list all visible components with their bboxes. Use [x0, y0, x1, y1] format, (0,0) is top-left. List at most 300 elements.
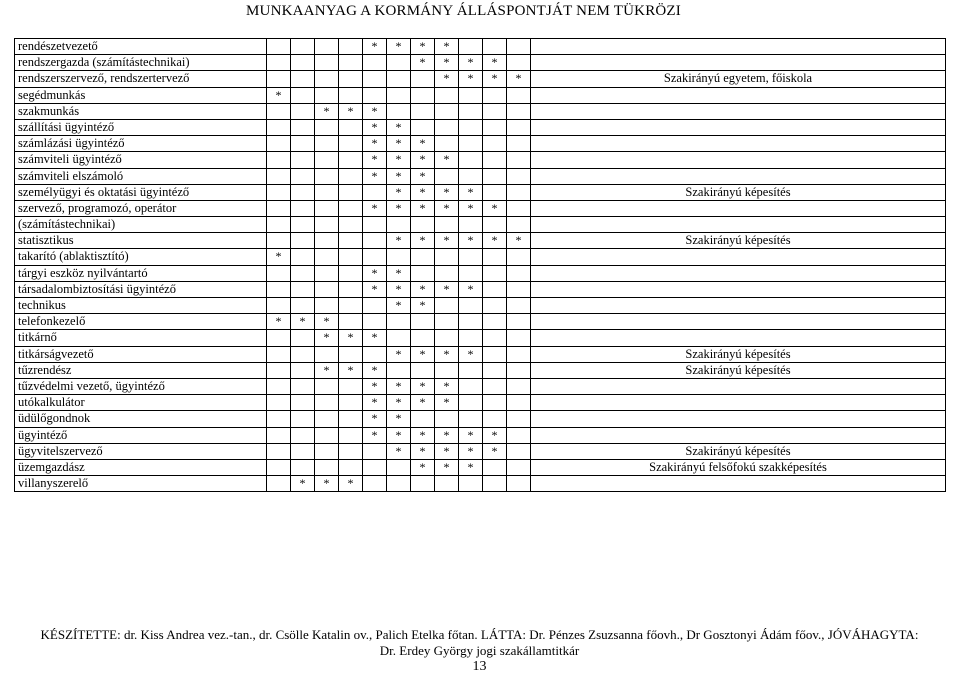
- level-cell-3: *: [315, 103, 339, 119]
- level-cell-11: [507, 119, 531, 135]
- job-table-body: [15, 39, 946, 492]
- level-cell-5: [363, 217, 387, 233]
- level-cell-10: [483, 217, 507, 233]
- level-cell-8: *: [435, 200, 459, 216]
- level-cell-2: [291, 281, 315, 297]
- level-cell-1: [267, 265, 291, 281]
- qualification-note: Szakirányú képesítés: [531, 443, 946, 459]
- level-cell-9: [459, 314, 483, 330]
- level-cell-4: [339, 298, 363, 314]
- level-cell-1: *: [267, 249, 291, 265]
- level-cell-3: [315, 249, 339, 265]
- table-row: [15, 217, 946, 233]
- level-cell-5: [363, 459, 387, 475]
- level-cell-9: [459, 103, 483, 119]
- level-cell-8: [435, 476, 459, 492]
- table-row: [15, 281, 946, 297]
- level-cell-2: [291, 119, 315, 135]
- qualification-note: Szakirányú képesítés: [531, 346, 946, 362]
- level-cell-1: [267, 378, 291, 394]
- level-cell-5: *: [363, 136, 387, 152]
- table-row: [15, 459, 946, 475]
- level-cell-7: [411, 87, 435, 103]
- qualification-note: Szakirányú egyetem, főiskola: [531, 71, 946, 87]
- level-cell-9: *: [459, 427, 483, 443]
- level-cell-9: [459, 249, 483, 265]
- job-title: rendszergazda (számítástechnikai): [15, 55, 267, 71]
- level-cell-7: [411, 330, 435, 346]
- level-cell-7: *: [411, 459, 435, 475]
- level-cell-7: *: [411, 298, 435, 314]
- level-cell-2: [291, 298, 315, 314]
- job-title: takarító (ablaktisztító): [15, 249, 267, 265]
- job-title: ügyintéző: [15, 427, 267, 443]
- level-cell-10: [483, 87, 507, 103]
- job-title: tűzrendész: [15, 362, 267, 378]
- level-cell-8: [435, 103, 459, 119]
- job-title: titkárságvezető: [15, 346, 267, 362]
- level-cell-7: [411, 265, 435, 281]
- level-cell-6: *: [387, 411, 411, 427]
- job-title: társadalombiztosítási ügyintéző: [15, 281, 267, 297]
- level-cell-1: [267, 136, 291, 152]
- level-cell-10: *: [483, 443, 507, 459]
- level-cell-5: *: [363, 39, 387, 55]
- level-cell-9: [459, 168, 483, 184]
- level-cell-6: *: [387, 443, 411, 459]
- level-cell-4: [339, 378, 363, 394]
- table-row: [15, 136, 946, 152]
- level-cell-3: [315, 200, 339, 216]
- job-title: szakmunkás: [15, 103, 267, 119]
- level-cell-3: *: [315, 362, 339, 378]
- level-cell-11: [507, 103, 531, 119]
- level-cell-1: [267, 217, 291, 233]
- level-cell-9: [459, 298, 483, 314]
- level-cell-6: [387, 249, 411, 265]
- level-cell-8: *: [435, 427, 459, 443]
- level-cell-9: *: [459, 200, 483, 216]
- level-cell-7: *: [411, 55, 435, 71]
- qualification-note: [531, 427, 946, 443]
- level-cell-1: *: [267, 314, 291, 330]
- qualification-note: [531, 298, 946, 314]
- qualification-note: Szakirányú képesítés: [531, 233, 946, 249]
- table-row: [15, 427, 946, 443]
- level-cell-7: [411, 476, 435, 492]
- table-row: [15, 395, 946, 411]
- level-cell-7: [411, 314, 435, 330]
- level-cell-6: [387, 314, 411, 330]
- level-cell-7: [411, 71, 435, 87]
- level-cell-5: [363, 249, 387, 265]
- level-cell-10: [483, 39, 507, 55]
- level-cell-10: [483, 136, 507, 152]
- level-cell-4: [339, 427, 363, 443]
- level-cell-5: [363, 314, 387, 330]
- level-cell-2: [291, 87, 315, 103]
- level-cell-3: [315, 298, 339, 314]
- level-cell-11: [507, 249, 531, 265]
- level-cell-8: [435, 119, 459, 135]
- level-cell-5: *: [363, 330, 387, 346]
- table-row: [15, 200, 946, 216]
- level-cell-5: [363, 184, 387, 200]
- level-cell-4: [339, 39, 363, 55]
- level-cell-2: [291, 265, 315, 281]
- level-cell-8: *: [435, 395, 459, 411]
- level-cell-10: [483, 395, 507, 411]
- table-row: [15, 314, 946, 330]
- level-cell-7: [411, 217, 435, 233]
- qualification-note: [531, 136, 946, 152]
- level-cell-3: [315, 378, 339, 394]
- table-row: [15, 346, 946, 362]
- level-cell-8: [435, 217, 459, 233]
- level-cell-4: *: [339, 362, 363, 378]
- job-title: telefonkezelő: [15, 314, 267, 330]
- level-cell-10: *: [483, 200, 507, 216]
- qualification-note: [531, 265, 946, 281]
- level-cell-1: [267, 330, 291, 346]
- level-cell-1: [267, 55, 291, 71]
- level-cell-6: *: [387, 427, 411, 443]
- level-cell-3: [315, 459, 339, 475]
- level-cell-11: [507, 298, 531, 314]
- level-cell-9: [459, 119, 483, 135]
- level-cell-11: [507, 265, 531, 281]
- level-cell-6: *: [387, 184, 411, 200]
- level-cell-2: [291, 427, 315, 443]
- level-cell-2: [291, 249, 315, 265]
- level-cell-11: [507, 476, 531, 492]
- level-cell-11: [507, 362, 531, 378]
- table-row: [15, 103, 946, 119]
- qualification-note: [531, 168, 946, 184]
- level-cell-10: [483, 459, 507, 475]
- qualification-note: [531, 378, 946, 394]
- level-cell-3: [315, 346, 339, 362]
- level-cell-2: [291, 200, 315, 216]
- level-cell-9: [459, 136, 483, 152]
- level-cell-3: [315, 427, 339, 443]
- level-cell-10: [483, 103, 507, 119]
- level-cell-8: *: [435, 443, 459, 459]
- level-cell-10: *: [483, 427, 507, 443]
- level-cell-7: *: [411, 200, 435, 216]
- level-cell-4: [339, 314, 363, 330]
- level-cell-8: *: [435, 346, 459, 362]
- level-cell-2: [291, 411, 315, 427]
- level-cell-2: [291, 168, 315, 184]
- job-title: titkárnő: [15, 330, 267, 346]
- level-cell-11: [507, 217, 531, 233]
- level-cell-5: [363, 233, 387, 249]
- job-title: tűzvédelmi vezető, ügyintéző: [15, 378, 267, 394]
- level-cell-9: *: [459, 281, 483, 297]
- job-title: számviteli elszámoló: [15, 168, 267, 184]
- level-cell-7: *: [411, 281, 435, 297]
- table-row: [15, 443, 946, 459]
- level-cell-4: *: [339, 476, 363, 492]
- level-cell-1: [267, 184, 291, 200]
- level-cell-7: *: [411, 233, 435, 249]
- level-cell-2: [291, 184, 315, 200]
- table-row: [15, 249, 946, 265]
- level-cell-10: [483, 265, 507, 281]
- page-number: 13: [472, 659, 487, 674]
- level-cell-2: [291, 330, 315, 346]
- level-cell-1: [267, 459, 291, 475]
- job-title: segédmunkás: [15, 87, 267, 103]
- level-cell-6: [387, 87, 411, 103]
- level-cell-10: [483, 346, 507, 362]
- level-cell-3: *: [315, 476, 339, 492]
- level-cell-8: *: [435, 281, 459, 297]
- job-title: üzemgazdász: [15, 459, 267, 475]
- page-header: MUNKAANYAG A KORMÁNY ÁLLÁSPONTJÁT NEM TÜKRÖZI: [246, 3, 681, 19]
- level-cell-3: [315, 119, 339, 135]
- level-cell-8: [435, 411, 459, 427]
- table-row: [15, 184, 946, 200]
- level-cell-8: *: [435, 459, 459, 475]
- table-row: [15, 168, 946, 184]
- job-title: ügyvitelszervező: [15, 443, 267, 459]
- qualification-note: [531, 249, 946, 265]
- level-cell-8: *: [435, 39, 459, 55]
- qualification-note: [531, 330, 946, 346]
- level-cell-1: [267, 476, 291, 492]
- level-cell-7: [411, 103, 435, 119]
- level-cell-3: [315, 233, 339, 249]
- level-cell-8: *: [435, 378, 459, 394]
- level-cell-10: [483, 298, 507, 314]
- level-cell-11: [507, 55, 531, 71]
- level-cell-6: *: [387, 346, 411, 362]
- level-cell-4: [339, 233, 363, 249]
- level-cell-5: *: [363, 119, 387, 135]
- level-cell-2: [291, 136, 315, 152]
- level-cell-5: *: [363, 168, 387, 184]
- level-cell-6: [387, 55, 411, 71]
- level-cell-4: [339, 265, 363, 281]
- level-cell-7: [411, 119, 435, 135]
- level-cell-8: *: [435, 184, 459, 200]
- level-cell-1: [267, 346, 291, 362]
- level-cell-1: [267, 395, 291, 411]
- table-row: [15, 87, 946, 103]
- level-cell-7: *: [411, 168, 435, 184]
- level-cell-7: *: [411, 136, 435, 152]
- level-cell-6: [387, 459, 411, 475]
- job-title: villanyszerelő: [15, 476, 267, 492]
- level-cell-5: *: [363, 152, 387, 168]
- level-cell-2: [291, 362, 315, 378]
- level-cell-3: *: [315, 330, 339, 346]
- qualification-note: [531, 55, 946, 71]
- level-cell-6: *: [387, 39, 411, 55]
- level-cell-5: *: [363, 265, 387, 281]
- level-cell-11: [507, 87, 531, 103]
- level-cell-9: [459, 39, 483, 55]
- qualification-note: [531, 411, 946, 427]
- level-cell-7: [411, 249, 435, 265]
- level-cell-7: *: [411, 346, 435, 362]
- level-cell-10: [483, 281, 507, 297]
- level-cell-3: [315, 395, 339, 411]
- level-cell-6: [387, 71, 411, 87]
- level-cell-5: [363, 443, 387, 459]
- level-cell-8: *: [435, 152, 459, 168]
- level-cell-4: [339, 71, 363, 87]
- level-cell-9: *: [459, 184, 483, 200]
- level-cell-6: *: [387, 265, 411, 281]
- level-cell-1: [267, 411, 291, 427]
- level-cell-3: [315, 265, 339, 281]
- level-cell-2: *: [291, 314, 315, 330]
- level-cell-5: [363, 298, 387, 314]
- level-cell-7: *: [411, 184, 435, 200]
- job-title: számviteli ügyintéző: [15, 152, 267, 168]
- level-cell-2: [291, 233, 315, 249]
- level-cell-3: [315, 39, 339, 55]
- level-cell-4: [339, 136, 363, 152]
- level-cell-5: [363, 87, 387, 103]
- level-cell-5: *: [363, 395, 387, 411]
- level-cell-10: [483, 476, 507, 492]
- level-cell-9: [459, 152, 483, 168]
- qualification-note: [531, 281, 946, 297]
- level-cell-10: *: [483, 55, 507, 71]
- level-cell-8: [435, 168, 459, 184]
- qualification-note: [531, 476, 946, 492]
- qualification-note: [531, 119, 946, 135]
- level-cell-2: [291, 443, 315, 459]
- level-cell-9: [459, 395, 483, 411]
- level-cell-1: [267, 298, 291, 314]
- level-cell-9: *: [459, 55, 483, 71]
- level-cell-4: [339, 281, 363, 297]
- level-cell-3: [315, 55, 339, 71]
- level-cell-5: *: [363, 281, 387, 297]
- qualification-note: [531, 395, 946, 411]
- level-cell-3: [315, 152, 339, 168]
- level-cell-11: [507, 184, 531, 200]
- level-cell-11: [507, 427, 531, 443]
- level-cell-5: [363, 346, 387, 362]
- qualification-note: [531, 314, 946, 330]
- level-cell-3: [315, 217, 339, 233]
- level-cell-10: [483, 362, 507, 378]
- level-cell-11: [507, 411, 531, 427]
- level-cell-5: *: [363, 362, 387, 378]
- level-cell-9: [459, 476, 483, 492]
- job-title: számlázási ügyintéző: [15, 136, 267, 152]
- level-cell-1: [267, 119, 291, 135]
- level-cell-2: [291, 71, 315, 87]
- level-cell-11: [507, 346, 531, 362]
- level-cell-6: *: [387, 233, 411, 249]
- level-cell-8: [435, 362, 459, 378]
- level-cell-8: [435, 249, 459, 265]
- table-row: [15, 362, 946, 378]
- level-cell-6: *: [387, 152, 411, 168]
- level-cell-4: [339, 395, 363, 411]
- level-cell-4: [339, 217, 363, 233]
- level-cell-4: [339, 411, 363, 427]
- level-cell-1: [267, 443, 291, 459]
- level-cell-6: [387, 362, 411, 378]
- qualification-note: Szakirányú képesítés: [531, 184, 946, 200]
- level-cell-2: [291, 55, 315, 71]
- level-cell-3: [315, 168, 339, 184]
- table-row: [15, 55, 946, 71]
- level-cell-6: *: [387, 281, 411, 297]
- job-title: (számítástechnikai): [15, 217, 267, 233]
- level-cell-2: *: [291, 476, 315, 492]
- level-cell-7: *: [411, 39, 435, 55]
- table-row: [15, 378, 946, 394]
- level-cell-2: [291, 39, 315, 55]
- level-cell-8: [435, 330, 459, 346]
- job-title: rendszerszervező, rendszertervező: [15, 71, 267, 87]
- level-cell-11: [507, 39, 531, 55]
- level-cell-10: [483, 314, 507, 330]
- level-cell-6: *: [387, 395, 411, 411]
- table-row: [15, 476, 946, 492]
- level-cell-11: *: [507, 71, 531, 87]
- level-cell-4: [339, 346, 363, 362]
- level-cell-6: [387, 103, 411, 119]
- level-cell-1: *: [267, 87, 291, 103]
- table-row: [15, 233, 946, 249]
- level-cell-10: [483, 330, 507, 346]
- level-cell-9: [459, 217, 483, 233]
- job-title: tárgyi eszköz nyilvántartó: [15, 265, 267, 281]
- level-cell-4: [339, 119, 363, 135]
- level-cell-2: [291, 217, 315, 233]
- level-cell-2: [291, 346, 315, 362]
- level-cell-11: [507, 168, 531, 184]
- level-cell-8: [435, 136, 459, 152]
- level-cell-8: [435, 265, 459, 281]
- level-cell-8: [435, 298, 459, 314]
- qualification-note: [531, 217, 946, 233]
- level-cell-9: [459, 330, 483, 346]
- level-cell-10: [483, 184, 507, 200]
- level-cell-5: [363, 476, 387, 492]
- level-cell-11: *: [507, 233, 531, 249]
- level-cell-10: [483, 119, 507, 135]
- level-cell-9: [459, 362, 483, 378]
- level-cell-9: *: [459, 459, 483, 475]
- table-row: [15, 330, 946, 346]
- level-cell-11: [507, 200, 531, 216]
- level-cell-6: *: [387, 168, 411, 184]
- level-cell-4: [339, 184, 363, 200]
- level-cell-2: [291, 378, 315, 394]
- level-cell-4: [339, 200, 363, 216]
- qualification-note: [531, 200, 946, 216]
- table-row: [15, 119, 946, 135]
- level-cell-8: [435, 87, 459, 103]
- level-cell-1: [267, 152, 291, 168]
- level-cell-11: [507, 314, 531, 330]
- level-cell-4: [339, 249, 363, 265]
- table-row: [15, 265, 946, 281]
- level-cell-1: [267, 39, 291, 55]
- level-cell-10: *: [483, 71, 507, 87]
